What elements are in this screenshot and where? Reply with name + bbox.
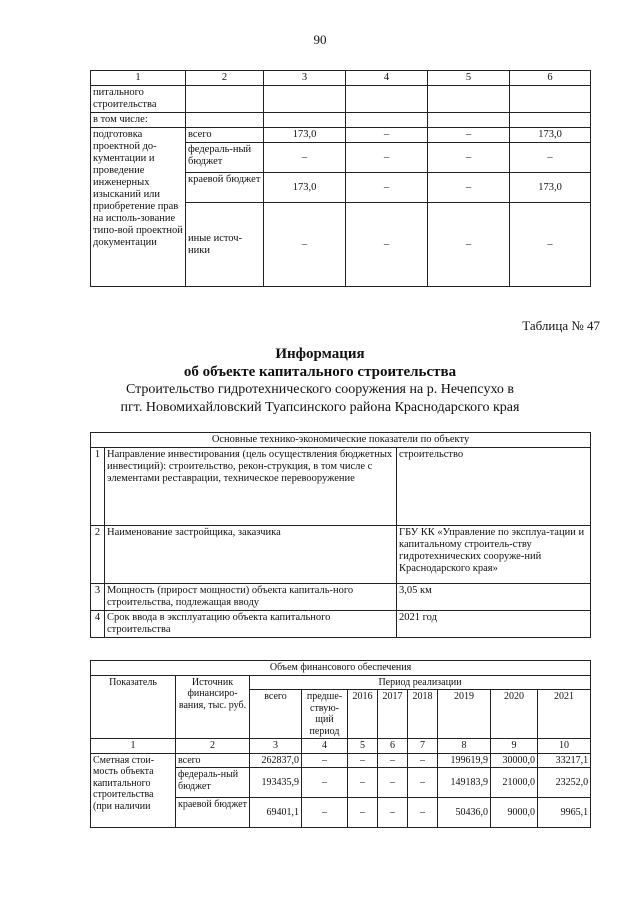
row-label: в том числе: [91, 113, 186, 128]
group-label: подготовка проектной до-кументации и проведение инженерных изысканий или приобретение прав на исполь-зование типо-вой проектной документации [91, 128, 186, 287]
group-label: Сметная стои-мость объекта капитального строительства (при наличии [91, 753, 176, 828]
table-row [91, 753, 591, 768]
info-title: Информация [275, 346, 365, 362]
value-cell: – [346, 128, 428, 143]
value-cell: – [428, 173, 510, 203]
indicators-table [90, 432, 591, 638]
object-name-line1: Строительство гидротехнического сооружения на р. Нечепсухо в [125, 382, 515, 397]
col-num: 9 [491, 739, 538, 754]
table-row [91, 611, 591, 638]
value-cell: – [378, 753, 408, 768]
value-cell: 173,0 [510, 173, 591, 203]
value-cell: 50436,0 [438, 798, 491, 828]
col-num: 3 [250, 739, 302, 754]
value-cell: 173,0 [264, 173, 346, 203]
value-cell: – [408, 768, 438, 798]
col-num: 1 [91, 739, 176, 754]
row-number: 4 [91, 611, 105, 638]
table-row [91, 113, 591, 128]
row-number: 2 [91, 526, 105, 584]
value-cell: 9965,1 [538, 798, 591, 828]
value-cell: 21000,0 [491, 768, 538, 798]
col-num-3: 3 [264, 71, 346, 86]
value-cell: – [348, 798, 378, 828]
col-indicator: Показатель [91, 675, 176, 739]
row-value: 2021 год [397, 611, 591, 638]
info-title-sub: об объекте капитального строительства [183, 364, 457, 380]
col-year: 2019 [438, 690, 491, 739]
col-num-6: 6 [510, 71, 591, 86]
value-cell: – [264, 203, 346, 287]
row-label: Мощность (прирост мощности) объекта капиталь-ного строительства, подлежащая вводу [105, 584, 397, 611]
row-label: Наименование застройщика, заказчика [105, 526, 397, 584]
row-value: ГБУ КК «Управление по эксплуа-тации и капитальному строитель-ству гидротехнических сооруже-ний Краснодарского края» [397, 526, 591, 584]
col-period: Период реализации [250, 675, 591, 690]
value-cell: – [302, 753, 348, 768]
col-year: 2021 [538, 690, 591, 739]
value-cell: 199619,9 [438, 753, 491, 768]
col-num: 10 [538, 739, 591, 754]
table-row [91, 128, 591, 143]
page-number: 90 [313, 32, 327, 47]
table-header-row [91, 71, 591, 86]
row-value: 3,05 км [397, 584, 591, 611]
col-year: 2016 [348, 690, 378, 739]
value-cell: – [378, 768, 408, 798]
value-cell: 9000,0 [491, 798, 538, 828]
col-num: 4 [302, 739, 348, 754]
value-cell: – [264, 143, 346, 173]
table-row [91, 448, 591, 526]
table-number-row [91, 739, 591, 754]
value-cell: – [510, 203, 591, 287]
value-cell: 33217,1 [538, 753, 591, 768]
value-cell: – [302, 768, 348, 798]
table-header-row [91, 661, 591, 676]
value-cell: 193435,9 [250, 768, 302, 798]
value-cell: – [348, 768, 378, 798]
table-row [91, 526, 591, 584]
value-cell: 30000,0 [491, 753, 538, 768]
value-cell: 262837,0 [250, 753, 302, 768]
col-source: Источник финансиро-вания, тыс. руб. [176, 675, 250, 739]
row-label: питального строительства [91, 86, 186, 113]
value-cell: – [302, 798, 348, 828]
col-prev-period: предше-ствую-щий период [302, 690, 348, 739]
value-cell: 69401,1 [250, 798, 302, 828]
source-label: иные источ-ники [186, 203, 264, 287]
table-label: Таблица № 47 [522, 318, 600, 333]
col-year: 2020 [491, 690, 538, 739]
value-cell: – [428, 143, 510, 173]
row-number: 1 [91, 448, 105, 526]
row-label: Направление инвестирования (цель осуществления бюджетных инвестиций): строительство, рекон-струкция, в том числе с элементами реставрации, техническое перевооружение [105, 448, 397, 526]
value-cell: – [408, 753, 438, 768]
row-label: Срок ввода в эксплуатацию объекта капитального строительства [105, 611, 397, 638]
table-header: Объем финансового обеспечения [91, 661, 591, 676]
value-cell: 173,0 [510, 128, 591, 143]
source-label: всего [176, 753, 250, 768]
source-label: всего [186, 128, 264, 143]
col-num: 8 [438, 739, 491, 754]
value-cell: – [428, 203, 510, 287]
value-cell: – [510, 143, 591, 173]
value-cell: 149183,9 [438, 768, 491, 798]
col-num-5: 5 [428, 71, 510, 86]
source-label: федераль-ный бюджет [176, 768, 250, 798]
financing-continuation-table [90, 70, 591, 287]
source-label: краевой бюджет [176, 798, 250, 828]
table-row [91, 86, 591, 113]
value-cell: 173,0 [264, 128, 346, 143]
value-cell: – [346, 203, 428, 287]
value-cell: – [408, 798, 438, 828]
value-cell: – [346, 143, 428, 173]
value-cell: – [428, 128, 510, 143]
col-total: всего [250, 690, 302, 739]
table-header-row [91, 433, 591, 448]
source-label: краевой бюджет [186, 173, 264, 203]
table-header-row [91, 675, 591, 690]
row-value: строительство [397, 448, 591, 526]
source-label: федераль-ный бюджет [186, 143, 264, 173]
value-cell: 23252,0 [538, 768, 591, 798]
table-header: Основные технико-экономические показатели по объекту [91, 433, 591, 448]
col-num-1: 1 [91, 71, 186, 86]
value-cell: – [348, 753, 378, 768]
value-cell: – [346, 173, 428, 203]
col-num-2: 2 [186, 71, 264, 86]
col-year: 2017 [378, 690, 408, 739]
col-num: 6 [378, 739, 408, 754]
col-num-4: 4 [346, 71, 428, 86]
table-row [91, 584, 591, 611]
col-year: 2018 [408, 690, 438, 739]
financing-table [90, 660, 591, 828]
col-num: 7 [408, 739, 438, 754]
col-num: 5 [348, 739, 378, 754]
row-number: 3 [91, 584, 105, 611]
object-name-line2: пгт. Новомихайловский Туапсинского района Краснодарского края [120, 400, 520, 415]
value-cell: – [378, 798, 408, 828]
col-num: 2 [176, 739, 250, 754]
